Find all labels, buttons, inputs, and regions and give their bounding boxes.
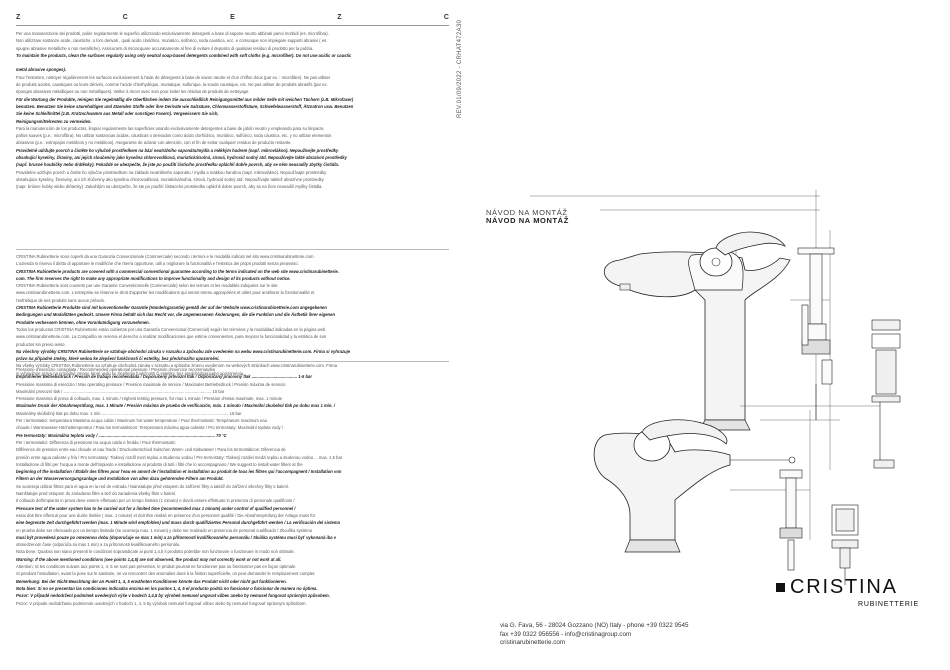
text-line: Pressione d'esercizio consigliata / Recommended operational pressure / Pression d'exercice recommandée [16, 367, 216, 372]
pressure-section [16, 361, 449, 607]
contact-address: via G. Fava, 56 - 28024 Gozzano (NO) Italy - phone +39 0322 9545 [500, 622, 689, 629]
text-line: spugne abrasive metalliche o non metalliche). Assicurarsi di risciacquare accuratamente al fine di evitare il deposito di qualsiasi residuo di prodotto per la pulizia. [16, 45, 314, 51]
text-line: presión entre agua caliente y fría / Pro termostaty: Tlakový rozdíl mezi teplou a studenou vodou / Pre termostaty: Tlakový rozdiel medzi teplou a studenou vodou ... max. 1,5 bar [16, 454, 343, 460]
basin-mixer-drawing [480, 0, 950, 670]
text-line: Per una manutenzione dei prodotti, pulire regolarmente le superfici utilizzando esclusivamente detergenti a base di sapone neutro abbinati panni morbidi (es. microfibra). [16, 31, 329, 36]
text-line: Bemerkung: Bei der Nicht-Beachtung der an Punkt 1, 4, 5 erwähnten Konditionen könnte das Produkt nicht oder nicht gut funktionieren. [16, 578, 287, 584]
header-flag-5: C [443, 14, 449, 21]
pressure-divider [16, 361, 449, 362]
text-line: Maximaler Druck der Abnahmeprüfung, max. 1 Minute / Presión máxima de prueba de verificación, máx. 1 minuto / Maximální zkušební tlak po dobu max 1 min. / [16, 403, 335, 409]
text-line: Nainštalujte pred vstupom do zariadenia filtre a tiež do zariadenia všetky filtre v balení. [16, 491, 177, 497]
revision-code-text: REV.01/09/2022 - CRHAT472A30 [457, 19, 463, 118]
maintenance-section [16, 14, 449, 191]
text-line: Maximální provozní tlak / ............................................................................................................................... 10 bar [16, 388, 225, 394]
bidet-drain-parts [832, 505, 858, 585]
text-line: éponges abrasives métalliques ou non métalliques). Veiller à rincer avec soin pour éviter les résidus de produits de nettoyage. [16, 89, 250, 95]
text-line: Nota bene: Qualora non siano presenti le condizioni sopraindicate ai punti 1,4,5 il prodotto potrebbe non funzionare o funzionare in modo non ottimale. [16, 549, 295, 555]
text-line: productos sin previo aviso. [16, 341, 66, 347]
text-line: Per i termostatici: temperatura Massima acqua calda / Maximum hot water temperature / Pour thermostatic: Température maximum eau [16, 418, 268, 424]
contact-info [500, 622, 689, 648]
header-flag-3: E [230, 14, 235, 21]
warranty-divider [16, 249, 449, 250]
text-line: (např. brusné houbičky nebo drátěnky). Pokaždé se ubezpečte, že jste po použití čisticího prostředku opláchli dobře povrch, aby se něm neusadily zbytky čistidla. [16, 162, 339, 168]
text-line: CRISTINA Rubinetterie products are covered with a commercial conventional guarantee according to the terms indicated on the web site www.cristinarubinetterie. [16, 268, 339, 274]
text-line: de produits acides, caustiques ou leurs dérivés, comme l'acide chlorhydrique, muriatique, sulfurique, la soude caustique, etc. Ne pas utiliser de produits abrasifs (par ex. [16, 82, 328, 88]
text-line: Pravidelně udržujte povrch a čistěte ho výlučně prostředkem na bázi neutrálního saponátu/mýdla a měkkým hadrem (např. mikrovlákno). Nepoužívejte prostředky [16, 147, 339, 153]
text-line: Pozor: V prípade nedodržania podmienok uvedených v bodoch 1, 4, 5 by výrobok nemusel fungovať vôbec alebo by nemusel fungovať správnym spôsobom. [16, 600, 307, 606]
text-line: Sie keine Schleifmittel (z.B. Kratzschwamm aus Metall oder sonstigen Fasern). Vergewissern Sie sich, [16, 111, 219, 117]
text-line: Reinigungsmittelresten zu vermeiden. [16, 118, 92, 124]
text-line: Pressure test of the water system has to be carried out for a limited time (recommended max 1 minute) under control of qualified personnel / [16, 505, 296, 511]
text-line: Nota bien: Si no se presentan las condiciones indicadas encima en los puntos 1, 4, 5 el producto podría no funcionar o funcionar de manera no óptima. [16, 585, 318, 591]
text-line: Para la manutención de los productos, limpiar regularmente las superficies usando exclusivamente detergentes a base de jabón neutro y empleando para su limpieza [16, 125, 324, 131]
text-line: Bedingungen und Modalitäten gedeckt. Unsere Firma behält sich das Recht vor, die angemessenen Änderungen, die die Funktion und die Ästhetik ihrer eigenen [16, 312, 336, 318]
basin-popup-detail [798, 248, 834, 420]
pressure-text [16, 366, 449, 607]
bidet-faucet [594, 420, 795, 552]
text-line: en prueba debe ser efectuado por un tiempo limitado (se aconseja max. 1 minuto) y debe ser realizado en presencia de personal cualificado / Zkouška systému [16, 527, 313, 533]
maintenance-text [16, 30, 449, 191]
installation-panel [480, 0, 950, 670]
text-line: Na všechny výrobky CRISTINA Rubinetterie se vztahuje obchodní záruka v rozsahu a způsobu zde uvedeném na webu www.cristinarubinetterie.com. Firma si vyhrazuje [16, 348, 351, 354]
text-line: essai doit être effectué pour une durée limitée ( max. 1 minute) et doit être réalisé en présence d'un personnel qualifié / Die Abnahmeprüfung der Anlage muss für [16, 512, 316, 518]
text-line: abrasivos (p.e.: estropajos metálicos y no metálicos). Asegurarse de aclarar con atención, con el fin de evitar cualquier residuo de producto restante. [16, 140, 292, 146]
text-line: Non utilizzare sostanze acide, caustiche, o loro derivati , quali acido cloridrico, muriatico, solforico, soda caustica, ecc. e comunque non impiegare supporti abrasivi ( es. [16, 38, 328, 44]
text-line: Différence de pression entre eau chaude et eau froide / Druckunterschied zwischen Warm- und Kaltwasser / Para los termostáticos: Diferencia de [16, 447, 286, 453]
text-line: beginning of the installation / Établir des filtres pour l'eau en amont de l'installation et installation au produit de tous les filtres qui l'accompagnent / Installation von [16, 469, 342, 475]
text-line: (napr. brúsne hubky alebo drôtenky). Zakaždým sa ubezpečte, že ste po použití čistiaceho prostriedku opláchli dobre povrch, aby sa na ňom neusadili zvyšky čistidla. [16, 184, 323, 190]
basin-drain-parts [872, 320, 900, 468]
text-line: Pre termostaty: Maximálna teplota vody / .................................................................................................... 70 °C [16, 432, 227, 438]
header-flag-1: Z [16, 14, 21, 21]
cristina-logo [776, 575, 926, 625]
text-line: metal abrasive sponges). [16, 67, 67, 73]
text-line: www.cristinarubinetterie.com. La Compañía se reserva el derecho a realizar modificaciones que estime convenientes, para mejorar la funcionalidad y la estética de sus [16, 334, 327, 340]
text-line: www.cristinarubinetterie.com. L'entreprise se réserve le droit d'apporter les modifications qui seront retenu appropriées et utiles pour améliorer la fonctionnalité et [16, 290, 315, 296]
text-line: l'esthétique de ses produits sans aucun préavis. [16, 297, 106, 303]
text-line: Empfohlener Betriebsdruck / Presión de trabajo recomendada / Doporučený provozní tlak / Odporúčaný pracovný tlak ....................................... 1-5 bar [16, 374, 312, 380]
text-line: Pressione massima di prova di collaudo, max. 1 minuto / Highest testing pressure, for max 1 minute / Pression d'essai maximale, max. 1 minute [16, 396, 283, 402]
text-line: Warning: If the above mentioned conditions (see points 1,4,5) are not observed, the product may not correctly work or not work at all. [16, 556, 282, 562]
text-line: Pour l'entretien, nettoyer régulièrement les surfaces exclusivement à l'aide de détergents à base de savon neutre et d'un chiffon doux (par ex. : microfibre). Ne pas utiliser [16, 74, 331, 80]
text-line: Produkte verbessern können, ohne Vorankündigung vorzunehmen. [16, 319, 150, 325]
text-line: CRISTINA Rubinetterie Produkte sind mit konventioneller Garantie (Handelsgarantie) gemäß der auf der Website www.cristinarubinetterie.com angegebenen [16, 305, 327, 311]
logo-subtitle: RUBINETTERIE [858, 601, 919, 608]
basin-faucet [604, 232, 790, 430]
revision-code [453, 10, 463, 120]
text-line: paños suaves (p.e.: microfibra). No utilizar sustancias ácidas, cáusticas o derivados como ácido clorhídrico, muriático, sulfúrico, soda cáustica, etc. y no utilizar elementos [16, 133, 332, 139]
bidet-popup-detail [780, 470, 802, 570]
contact-fax-email: fax +39 0322 956556 - info@cristinagroup.com [500, 630, 632, 638]
text-line: Pravidelne udržujte povrch a čistite ho výlučne prostriedkom na základe neutrálneho saponátu / mydla a mäkkou handrou (napr. mikrovlákno). Nepoužívajte prostriedky [16, 169, 327, 175]
header-flag-4: Z [337, 14, 342, 21]
text-line: si vyhradzuje právo na prípadné zmeny, ktoré vedú ku zlepšeniu funkčnosti či estetiky, bez predchádzajúceho upozornenia. [16, 370, 245, 376]
multilingual-text-column [16, 14, 449, 659]
text-line: CRISTINA Rubinetterie sont couverts par une Garantie Conventionnelle (Commerciale) selon les termes et les modalités indiquées sur le site [16, 283, 278, 289]
maintenance-header [16, 14, 449, 26]
text-line: chaude / Warmwasser-Höchsttemperatur / Para los termostáticos: Temperatura máxima agua caliente / Pro termostaty: Maximální teplota vody / [16, 425, 283, 431]
text-line: Se aconseja utilizar filtros para el agua en la red de entrada / Nainstalujte před vstupem do zařízení filtry a taktéž do zařízení všechny filtry s balení. [16, 483, 290, 489]
text-line: Für die Wartung der Produkte, reinigen Sie regelmäßig die Oberflächen indem Sie ausschließlich Reinigungsmittel aus milder Seife mit weichen Tüchern (z.B. Mikrofaser) [16, 96, 354, 102]
warranty-section [16, 249, 449, 377]
text-line: právo na případné změny, které vedou ke zlepšení funkčnosti či estetiky, bez předchozího upozornění. [16, 356, 220, 362]
text-line: eine begrenzte Zeit durchgeführt werden (max. 1 Minute wird empfohlen) und muss durch qualifiziertes Personal durchgeführt werden / La verificación del sistema [16, 520, 340, 526]
logo-square [776, 583, 785, 592]
logo-wordmark: CRISTINA [790, 576, 898, 598]
text-line: Installazione di filtri per l'acqua a monte dell'impianto e installazione al prodotto di tutti i filtri che lo accompagnano / We suggest to install water filters at the [16, 461, 303, 467]
text-line: Todos los productos CRISTINA Rubinetterie están cubiertos por una Garantía Convencional (Comercial) según los términos y la modalidad indicadas en la página web [16, 326, 326, 332]
title-line-1: NÁVOD NA MONTÁŽ [486, 208, 568, 217]
text-line: Pressione massima di esercizio / Max operating pressure / Pression maximale de service / Maximaler Betriebsdruck / Presión máxima de servicio [16, 381, 286, 387]
text-line: To maintain the products, clean the surfaces regularly using only neutral soap-based detergents combined with soft cloths (e.g. microfiber). Do not use acidic or caustic [16, 52, 352, 58]
text-line: Pozor: V případě nedodržení podmínek uvedených výše v bodech 1,4,5 by výrobek nemusel ungovat vůbec anebo by nemusel fungovat správným způsobem. [16, 593, 330, 599]
text-line: Filtern an der Wasserversorgungsanlage und Installation von allen dazu gehörenden Filtern am Produkt. [16, 476, 224, 482]
text-line: Per i termostatici: Differenza di pressione tra acqua calda e fredda / Pour thermostatic: [16, 439, 177, 445]
text-line: musí být provedená pouze po omezenou dobu (doporučuje se max 1 min) a za přítomnosti kvalifikovaného personálu / Skúška systému musí byť vykonaná iba v [16, 534, 337, 540]
text-line: Maximálny skúšobný tlak po dobu max. 1 min ............................................................................................................. 16 bar [16, 410, 242, 416]
text-line: Na všetky výrobky CRISTINA Rubinetterie sa vzťahuje obchodná záruka v rozsahu a spôsobe zmenu uvedenom na webových stránkach www.cristinarubinetterie.com. Firma [16, 363, 337, 369]
text-line: Il collaudo dell'impianto in prova deve essere effettuato per un tempo limitato (1 minuto) e dovrà essere effettuato in presenza di personale qualificato / [16, 498, 295, 504]
text-line: obmedzenom čase (odporúča sa max 1 min) a za prítomnosti kvalifikovaného personálu. [16, 542, 181, 548]
text-line: com. The firm reserves the right to make any appropriate modifications to improve functionality and design of its products without notice. [16, 275, 291, 281]
header-flag-2: C [122, 14, 128, 21]
text-line: L'azienda si riserva il diritto di apportare le modifiche che riterrà opportune, utili a migliorare la funzionalità e l'estetica dei propri prodotti senza preavviso. [16, 261, 299, 267]
contact-website[interactable]: cristinarubinetterie.com [500, 639, 566, 646]
text-line: Si pendant l'installation, avant la pose sur le sanitaire, on va rencontrer des anomalies dues à la finition superficielle, on peut demander le remplacement complet. [16, 571, 316, 577]
warranty-text [16, 253, 449, 377]
title-line-2: NÁVOD NA MONTÁŽ [486, 216, 569, 225]
text-line: Attention: Si les conditions suivant aux points 1, 4, 5 ne sont pas présentes, le produit pourrait ne fonctionner pas ou fonctionner pas en façon optimale. [16, 564, 297, 570]
text-line: benutzen. Benutzen Sie keine säurehaltigen und ätzenden Stoffe oder ihre Derivate wie Salzsäure, Chlorwasserstoffsäure, Schwefelwasserstoff, Ätznatron usw. Benutzen [16, 103, 354, 109]
text-line: CRISTINA Rubinetterie sono coperti da una Garanzia Convenzionale (Commerciale) secondo i termini e le modalità indicati nel sito www.cristinarubinetterie.com. [16, 254, 315, 259]
text-line [16, 59, 449, 66]
text-line: obsahujúce kyseliny, žieraviny, ani ich zlúčeniny ako kyselina chlorovodíková, muriatická/soľná, sírová, hydroxid sodný atď. Nepoužívajte taktiež abrazívne prostriedky [16, 176, 324, 182]
text-line: obsahující kyseliny, žíraviny, ani jejich sloučeniny jako kyselina chlorovodíková, muriatická/solná, sírová, hydroxid sodný atd. Nepoužívejte takté abrazivní prostředky [16, 155, 347, 161]
